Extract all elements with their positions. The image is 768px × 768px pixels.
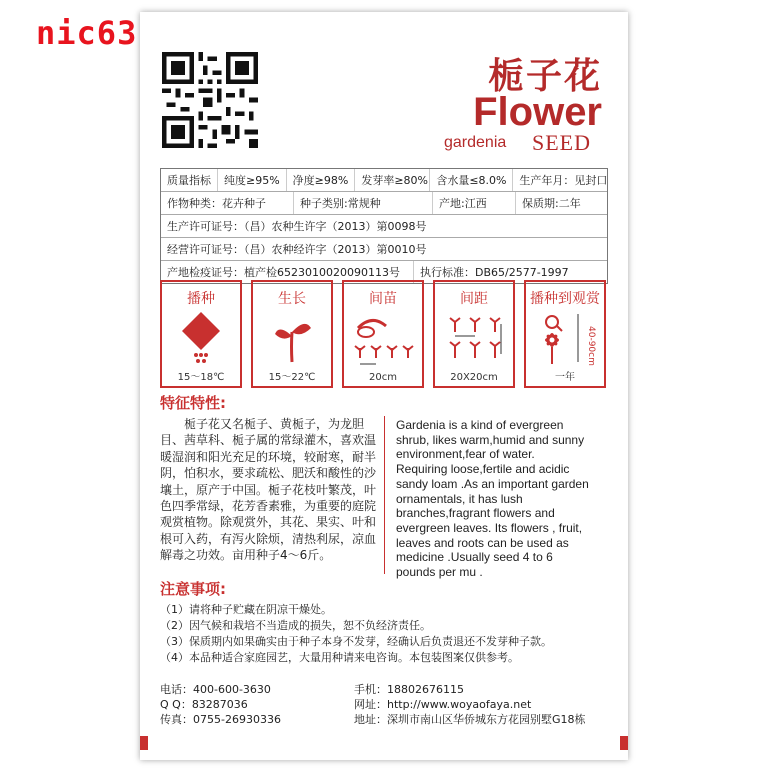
note-item: （4）本品种适合家庭园艺，大量用种请来电咨询。本包装图案仅供参考。 (160, 651, 519, 664)
thinning-icon (344, 310, 422, 366)
spec-cell: 净度≥98% (287, 169, 356, 191)
features-en-line: medicine .Usually seed 4 to 6 (396, 550, 553, 565)
notes-list (160, 602, 552, 666)
note-item: （3）保质期内如果确实由于种子本身不发芽，经确认后负责退还不发芽种子款。 (160, 635, 552, 648)
product-title-en: Flower (473, 90, 602, 134)
features-en-line: pounds per mu . (396, 565, 483, 580)
divider (384, 416, 385, 574)
product-subtitle-seed: SEED (532, 130, 591, 155)
spec-table (160, 168, 608, 284)
guide-value: 15～18℃ (177, 372, 225, 383)
guide-value: 一年 (555, 372, 575, 383)
watermark: nic63 (36, 14, 138, 52)
contact-website[interactable]: 网址：http://www.woyaofaya.net (354, 698, 532, 711)
product-subtitle-gardenia: gardenia (444, 134, 507, 151)
spec-row-crop (161, 192, 607, 215)
contact-mobile: 手机：18802676115 (354, 683, 464, 696)
guide-value: 20X20cm (450, 372, 498, 383)
spec-cell: 发芽率≥80% (355, 169, 430, 191)
spacing-icon (435, 310, 513, 366)
spec-cell: 保质期:二年 (522, 197, 581, 210)
guide-sowing (160, 280, 242, 388)
sowing-icon (162, 310, 240, 366)
contact-qq: Q Q：83287036 (160, 698, 248, 711)
spec-row-quality (161, 169, 607, 192)
guide-value: 15～22℃ (268, 372, 316, 383)
guide-value: 20cm (369, 372, 397, 383)
contact-phone: 电话：400-600-3630 (160, 683, 271, 696)
contact-left (160, 682, 281, 727)
spec-cell: 质量指标 (161, 169, 218, 191)
guide-label: 间距 (460, 291, 488, 307)
corner-mark (620, 736, 628, 750)
spec-cell: 执行标准：DB65/2577-1997 (420, 266, 569, 279)
features-en-line: sandy loam .As an important garden (396, 476, 589, 491)
spec-cell: 产地检疫证号：植产检6523010020090113号 (161, 261, 414, 283)
contact-fax: 传真：0755-26930336 (160, 713, 281, 726)
guide-label: 播种 (187, 291, 215, 307)
spec-cell: 经营许可证号：（昌）农种经许字（2013）第0010号 (167, 243, 427, 256)
spec-cell: 产地:江西 (433, 192, 516, 214)
features-en-line: leaves and roots can be used as (396, 535, 569, 550)
note-item: （2）因气候和栽培不当造成的损失，恕不负经济责任。 (160, 619, 431, 632)
qr-code[interactable] (162, 52, 258, 148)
guide-label: 播种到观赏 (530, 291, 600, 307)
growing-guide-icons (160, 280, 606, 390)
features-en-line: Gardenia is a kind of evergreen (396, 418, 564, 432)
features-en-line: environment,fear of water. (396, 447, 535, 462)
guide-thinning (342, 280, 424, 388)
features-en-line: shrub, likes warm,humid and sunny (396, 432, 585, 447)
guide-height: 40-90cm (586, 326, 596, 366)
product-title-cn: 栀子花 (487, 55, 602, 97)
note-item: （1）请将种子贮藏在阴凉干燥处。 (160, 603, 332, 616)
spec-row-business-license (161, 238, 607, 261)
guide-growth (251, 280, 333, 388)
spec-row-production-license (161, 215, 607, 238)
guide-label: 间苗 (369, 291, 397, 307)
features-heading: 特征特性: (160, 394, 226, 412)
sprout-icon (253, 310, 331, 366)
guide-bloom (524, 280, 606, 388)
features-en-line: branches,fragrant flowers and (396, 506, 555, 521)
contact-address: 地址：深圳市南山区华侨城东方花园别墅G18栋 (354, 713, 586, 726)
spec-cell: 纯度≥95% (218, 169, 287, 191)
corner-mark (140, 736, 148, 750)
features-en-line: evergreen leaves. Its flowers , fruit, (396, 520, 583, 535)
guide-label: 生长 (278, 291, 306, 307)
spec-cell: 含水量≤8.0% (430, 169, 513, 191)
spec-cell: 生产许可证号：（昌）农种生许字（2013）第0098号 (167, 220, 427, 233)
contact-right (354, 682, 586, 727)
features-en (396, 418, 606, 580)
features-cn: 栀子花又名栀子、黄栀子，为龙胆目、茜草科、栀子属的常绿灌木，喜欢温暖湿润和阳光充足的环境，较耐寒，耐半阴，怕积水，要求疏松、肥沃和酸性的沙壤土，原产于中国。栀子花枝叶繁茂，叶色四季常绿，花芳香素雅，为重要的庭院观赏植物。除观赏外，其花、果实、叶和根可入药，有泻火除烦，清热利尿，凉血解毒之功效。亩用种子4～6斤。 (160, 417, 377, 563)
features-en-line: ornamentals, it has lush (396, 491, 523, 506)
notes-heading: 注意事项: (160, 580, 226, 598)
spec-cell: 作物种类：花卉种子 (161, 192, 294, 214)
spec-cell: 种子类别:常规种 (294, 192, 433, 214)
guide-spacing (433, 280, 515, 388)
spec-cell: 生产年月：见封口 (519, 174, 608, 187)
seed-packet (140, 12, 628, 760)
features-en-line: Requiring loose,fertile and acidic (396, 462, 570, 477)
